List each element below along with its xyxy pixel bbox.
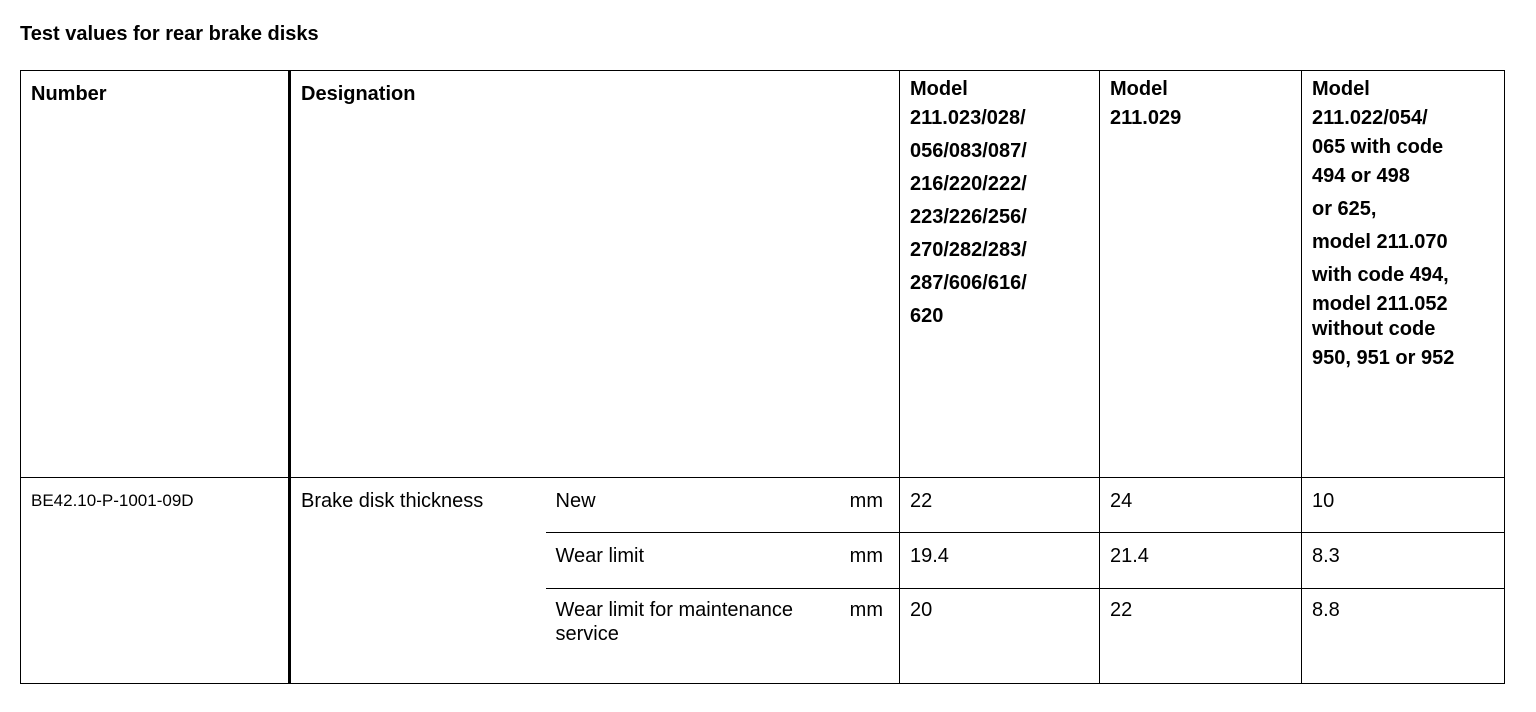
header-row — [21, 71, 1505, 478]
header-model-3-line: without code — [1312, 318, 1436, 340]
header-model-2-line: 211.029 — [1110, 107, 1182, 129]
page-title: Test values for rear brake disks — [20, 23, 319, 45]
header-model-3-line: 065 with code — [1312, 136, 1444, 158]
header-model-1 — [900, 71, 1100, 478]
value-cell: 8.8 — [1302, 589, 1505, 684]
value-cell: 20 — [900, 589, 1100, 684]
row-designation: Brake disk thickness — [290, 478, 546, 684]
test-values-table — [20, 70, 1505, 684]
value-cell: 22 — [1100, 589, 1302, 684]
header-model-1-line: 216/220/222/ — [910, 173, 1027, 195]
value-cell: 8.3 — [1302, 533, 1505, 589]
header-model-3-line: with code 494, — [1312, 264, 1449, 286]
header-model-3-line: or 625, — [1312, 198, 1377, 220]
header-model-3-line: 211.022/054/ — [1312, 107, 1428, 129]
header-designation: Designation — [290, 71, 900, 478]
header-model-2 — [1100, 71, 1302, 478]
item-label: Wear limit — [546, 533, 831, 589]
header-model-3-line: 950, 951 or 952 — [1312, 347, 1455, 369]
item-unit: mm — [831, 478, 900, 533]
value-cell: 24 — [1100, 478, 1302, 533]
header-model-3-line: Model — [1312, 78, 1370, 100]
header-number: Number — [21, 71, 290, 478]
header-model-1-line: 287/606/616/ — [910, 272, 1027, 294]
table-row — [21, 478, 1505, 533]
header-model-1-line: 223/226/256/ — [910, 206, 1027, 228]
header-model-3-line: model 211.070 — [1312, 231, 1448, 253]
header-model-1-line: Model — [910, 78, 968, 100]
header-model-3-line: model 211.052 — [1312, 293, 1448, 315]
row-number: BE42.10-P-1001-09D — [21, 478, 290, 684]
item-unit: mm — [831, 533, 900, 589]
item-unit: mm — [831, 589, 900, 684]
item-label: New — [546, 478, 831, 533]
value-cell: 21.4 — [1100, 533, 1302, 589]
header-model-3 — [1302, 71, 1505, 478]
header-model-3-line: 494 or 498 — [1312, 165, 1410, 187]
header-model-1-line: 056/083/087/ — [910, 140, 1027, 162]
value-cell: 19.4 — [900, 533, 1100, 589]
item-label: Wear limit for maintenance service — [546, 589, 831, 684]
header-model-1-line: 270/282/283/ — [910, 239, 1027, 261]
header-model-1-line: 211.023/028/ — [910, 107, 1026, 129]
value-cell: 10 — [1302, 478, 1505, 533]
header-model-2-line: Model — [1110, 78, 1168, 100]
header-model-1-line: 620 — [910, 305, 944, 327]
value-cell: 22 — [900, 478, 1100, 533]
